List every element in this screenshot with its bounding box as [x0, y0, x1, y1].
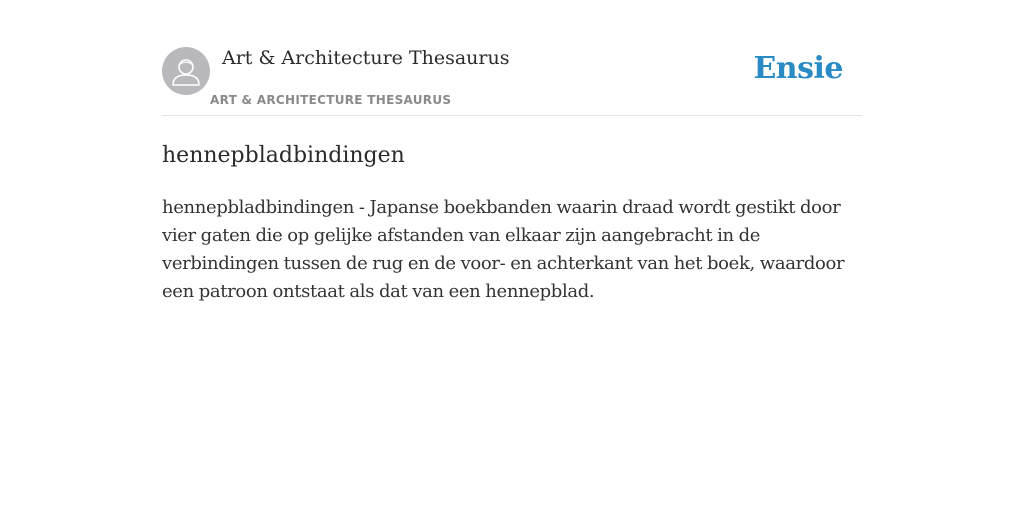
author-name-link[interactable]: Art & Architecture Thesaurus — [222, 47, 510, 69]
author-subtitle: ART & ARCHITECTURE THESAURUS — [210, 93, 452, 107]
article-title: hennepbladbindingen — [162, 143, 405, 168]
article-body: hennepbladbindingen - Japanse boekbanden waarin draad wordt gestikt door vier gaten die op gelijke afstanden van elkaar zijn aangebracht in de verbindingen tussen de rug en de voor- en achterkant van het boek, waardoor een patroon ontstaat als dat van een hennepblad. — [162, 197, 845, 302]
user-avatar-icon[interactable] — [162, 47, 210, 95]
page-header — [162, 0, 862, 116]
user-silhouette-icon — [162, 47, 210, 95]
brand-logo-link[interactable]: Ensie — [753, 51, 843, 86]
page-container — [162, 0, 862, 306]
